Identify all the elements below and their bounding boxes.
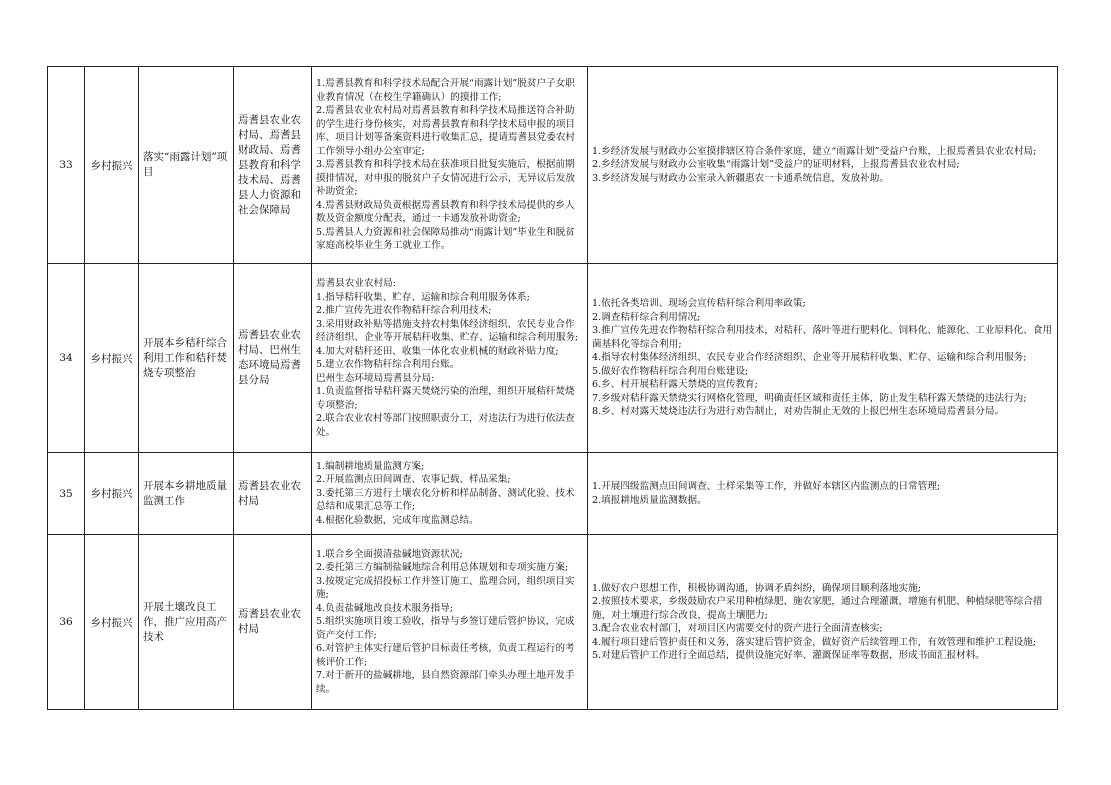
town-duty-item: 2.调查秸秆综合利用情况;: [592, 311, 701, 323]
department-cell: 焉耆县农业农村局、焉耆县财政局、焉耆县教育和科学技术局、焉耆县人力资源和社会保障局: [234, 67, 312, 264]
town-duty-item: 4.履行项目建后管护责任和义务，落实建后管护资金，做好资产后续管理工作，有效管理和维护工程设施;: [592, 636, 1037, 648]
table-row: [48, 453, 1058, 535]
county-duty-item: 3.按规定完成招投标工作并签订施工、监理合同，组织项目实施;: [316, 575, 575, 601]
table-row: [48, 67, 1058, 264]
county-duty-item: 2.委托第三方编制盐碱地综合利用总体规划和专项实施方案;: [316, 562, 569, 574]
town-duty-item: 1.依托各类培训、现场会宣传秸秆综合利用率政策;: [592, 298, 806, 310]
county-duty-item: 2.联合农业农村等部门按照职责分工，对违法行为进行依法查处。: [316, 413, 575, 438]
category-cell: 乡村振兴: [85, 264, 139, 453]
county-duty-item: 4.根据化验数据，完成年度监测总结。: [316, 514, 479, 526]
row-number: 35: [48, 453, 85, 535]
county-duties-cell: [312, 264, 588, 453]
town-duty-item: 2.按照技术要求，乡级鼓励农户采用种植绿肥、施农家肥，通过合理灌溉，增施有机肥、种植绿肥等综合措施，对土壤进行综合改良，提高土壤肥力;: [592, 596, 1043, 621]
county-duty-item: 2.焉耆县农业农村局对焉耆县教育和科学技术局推送符合补助的学生进行身份核实，对焉耆县教育和科学技术局申报的项目库、项目计划等备案资料进行收集汇总，提请焉耆县党委农村工作领导小组办公室审定;: [316, 105, 576, 157]
town-duty-item: 1.做好农户思想工作，积极协调沟通，协调矛盾纠纷，确保项目顺利落地实施;: [592, 582, 921, 594]
county-duty-item: 6.对管护主体实行建后管护目标责任考核，负责工程运行的考核评价工作;: [316, 643, 575, 668]
county-duties-cell: [312, 535, 588, 710]
table-row: [48, 535, 1058, 710]
town-duty-item: 4.指导农村集体经济组织、农民专业合作经济组织、企业等开展秸秆收集、贮存、运输和综合利用服务;: [592, 352, 1027, 364]
town-duty-item: 8.乡、村对露天焚烧违法行为进行劝告制止，对劝告制止无效的上报巴州生态环境局焉耆县分局。: [592, 406, 1005, 418]
county-duty-item: 4.加大对秸秆还田、收集一体化农业机械的财政补贴力度;: [316, 345, 559, 357]
county-duty-item: 焉耆县农业农村局:: [316, 278, 396, 289]
county-duty-item: 3.采用财政补贴等措施支持农村集体经济组织、农民专业合作经济组织、企业等开展秸秆收集、贮存、运输和综合利用服务;: [316, 318, 579, 343]
county-duty-item: 1.联合乡全面摸清盐碱地资源状况;: [316, 548, 463, 560]
row-number: 33: [48, 67, 85, 264]
task-cell: 开展本乡耕地质量监测工作: [139, 453, 234, 535]
county-duty-item: 3.焉耆县教育和科学技术局在获准项目批复实施后，根据前期摸排情况，对申报的脱贫户子女情况进行公示，无异议后发放补助资金;: [316, 159, 576, 198]
department-cell: 焉耆县农业农村局: [234, 535, 312, 710]
county-duty-item: 1.指导秸秆收集、贮存、运输和综合利用服务体系;: [316, 291, 530, 303]
county-duty-item: 2.推广宣传先进农作物秸秆综合利用技术;: [316, 305, 492, 316]
category-cell: 乡村振兴: [85, 67, 139, 264]
responsibility-table: [47, 66, 1058, 710]
town-duty-item: 7.乡级对秸秆露天禁烧实行网格化管理，明确责任区域和责任主体，防止发生秸秆露天禁烧的违法行为;: [592, 392, 1027, 404]
row-number: 34: [48, 264, 85, 453]
county-duty-item: 5.建立农作物秸秆综合利用台账。: [316, 359, 460, 370]
county-duty-item: 1.焉耆县教育和科学技术局配合开展“雨露计划”脱贫户子女职业教育情况（在校生学籍确认）的摸排工作;: [316, 78, 575, 103]
county-duties-cell: [312, 67, 588, 264]
category-cell: 乡村振兴: [85, 453, 139, 535]
town-duty-item: 3.配合农业农村部门，对项目区内需要交付的资产进行全面清查核实;: [592, 623, 883, 634]
department-cell: 焉耆县农业农村局: [234, 453, 312, 535]
county-duty-item: 4.焉耆县财政局负责根据焉耆县教育和科学技术局提供的乡人数及资金额度分配表，通过一卡通发放补助资金;: [316, 199, 575, 225]
town-duty-item: 2.填报耕地质量监测数据。: [592, 494, 707, 506]
town-duty-item: 5.对建后管护工作进行全面总结，提供设施完好率、灌溉保证率等数据，形成书面汇报材料。: [592, 650, 985, 661]
county-duty-item: 7.对于新开的盐碱耕地，县自然资源部门牵头办理土地开发手续。: [316, 670, 575, 695]
town-duty-item: 1.乡经济发展与财政办公室摸排辖区符合条件家庭，建立“雨露计划”受益户台账，上报焉耆县农业农村局;: [592, 145, 1037, 157]
town-duties-cell: [588, 453, 1058, 535]
county-duties-cell: [312, 453, 588, 535]
county-duty-item: 1.编制耕地质量监测方案;: [316, 460, 425, 472]
task-cell: 开展土壤改良工作，推广应用高产技术: [139, 535, 234, 710]
row-number: 36: [48, 535, 85, 710]
county-duty-item: 1.负责监督指导秸秆露天焚烧污染的治理，组织开展秸秆焚烧专项整治;: [316, 386, 575, 411]
county-duty-item: 5.组织实施项目竣工验收，指导与乡签订建后管护协议，完成资产交付工作;: [316, 616, 575, 641]
town-duty-item: 2.乡经济发展与财政办公室收集“雨露计划”受益户的证明材料，上报焉耆县农业农村局;: [592, 159, 960, 171]
town-duties-cell: [588, 264, 1058, 453]
town-duty-item: 5.做好农作物秸秆综合利用台账建设;: [592, 365, 749, 377]
town-duties-cell: [588, 67, 1058, 264]
town-duty-item: 3.乡经济发展与财政办公室录入新疆惠农一卡通系统信息，发放补助。: [592, 172, 889, 184]
town-duty-item: 1.开展四级监测点田间调查、土样采集等工作，并做好本辖区内监测点的日常管理;: [592, 481, 941, 492]
category-cell: 乡村振兴: [85, 535, 139, 710]
county-duty-item: 巴州生态环境局焉耆县分局:: [316, 372, 435, 384]
town-duties-cell: [588, 535, 1058, 710]
county-duty-item: 5.焉耆县人力资源和社会保障局推动“雨露计划”毕业生和脱贫家庭高校毕业生务工就业工作。: [316, 226, 575, 252]
department-cell: 焉耆县农业农村局、巴州生态环境局焉耆县分局: [234, 264, 312, 453]
county-duty-item: 4.负责盐碱地改良技术服务指导;: [316, 602, 454, 614]
town-duty-item: 6.乡、村开展秸秆露天禁烧的宣传教育;: [592, 379, 758, 391]
task-cell: 落实“雨露计划”项目: [139, 67, 234, 264]
county-duty-item: 3.委托第三方进行土壤农化分析和样品制备、测试化验、技术总结和成果汇总等工作;: [316, 487, 575, 513]
county-duty-item: 2.开展监测点田间调查、农事记载、样品采集;: [316, 474, 511, 486]
town-duty-item: 3.推广宣传先进农作物秸秆综合利用技术，对秸秆、落叶等进行肥料化、饲料化、能源化、工业原料化、食用菌基料化等综合利用;: [592, 325, 1053, 350]
table-row: [48, 264, 1058, 453]
task-cell: 开展本乡秸秆综合利用工作和秸秆焚烧专项整治: [139, 264, 234, 453]
